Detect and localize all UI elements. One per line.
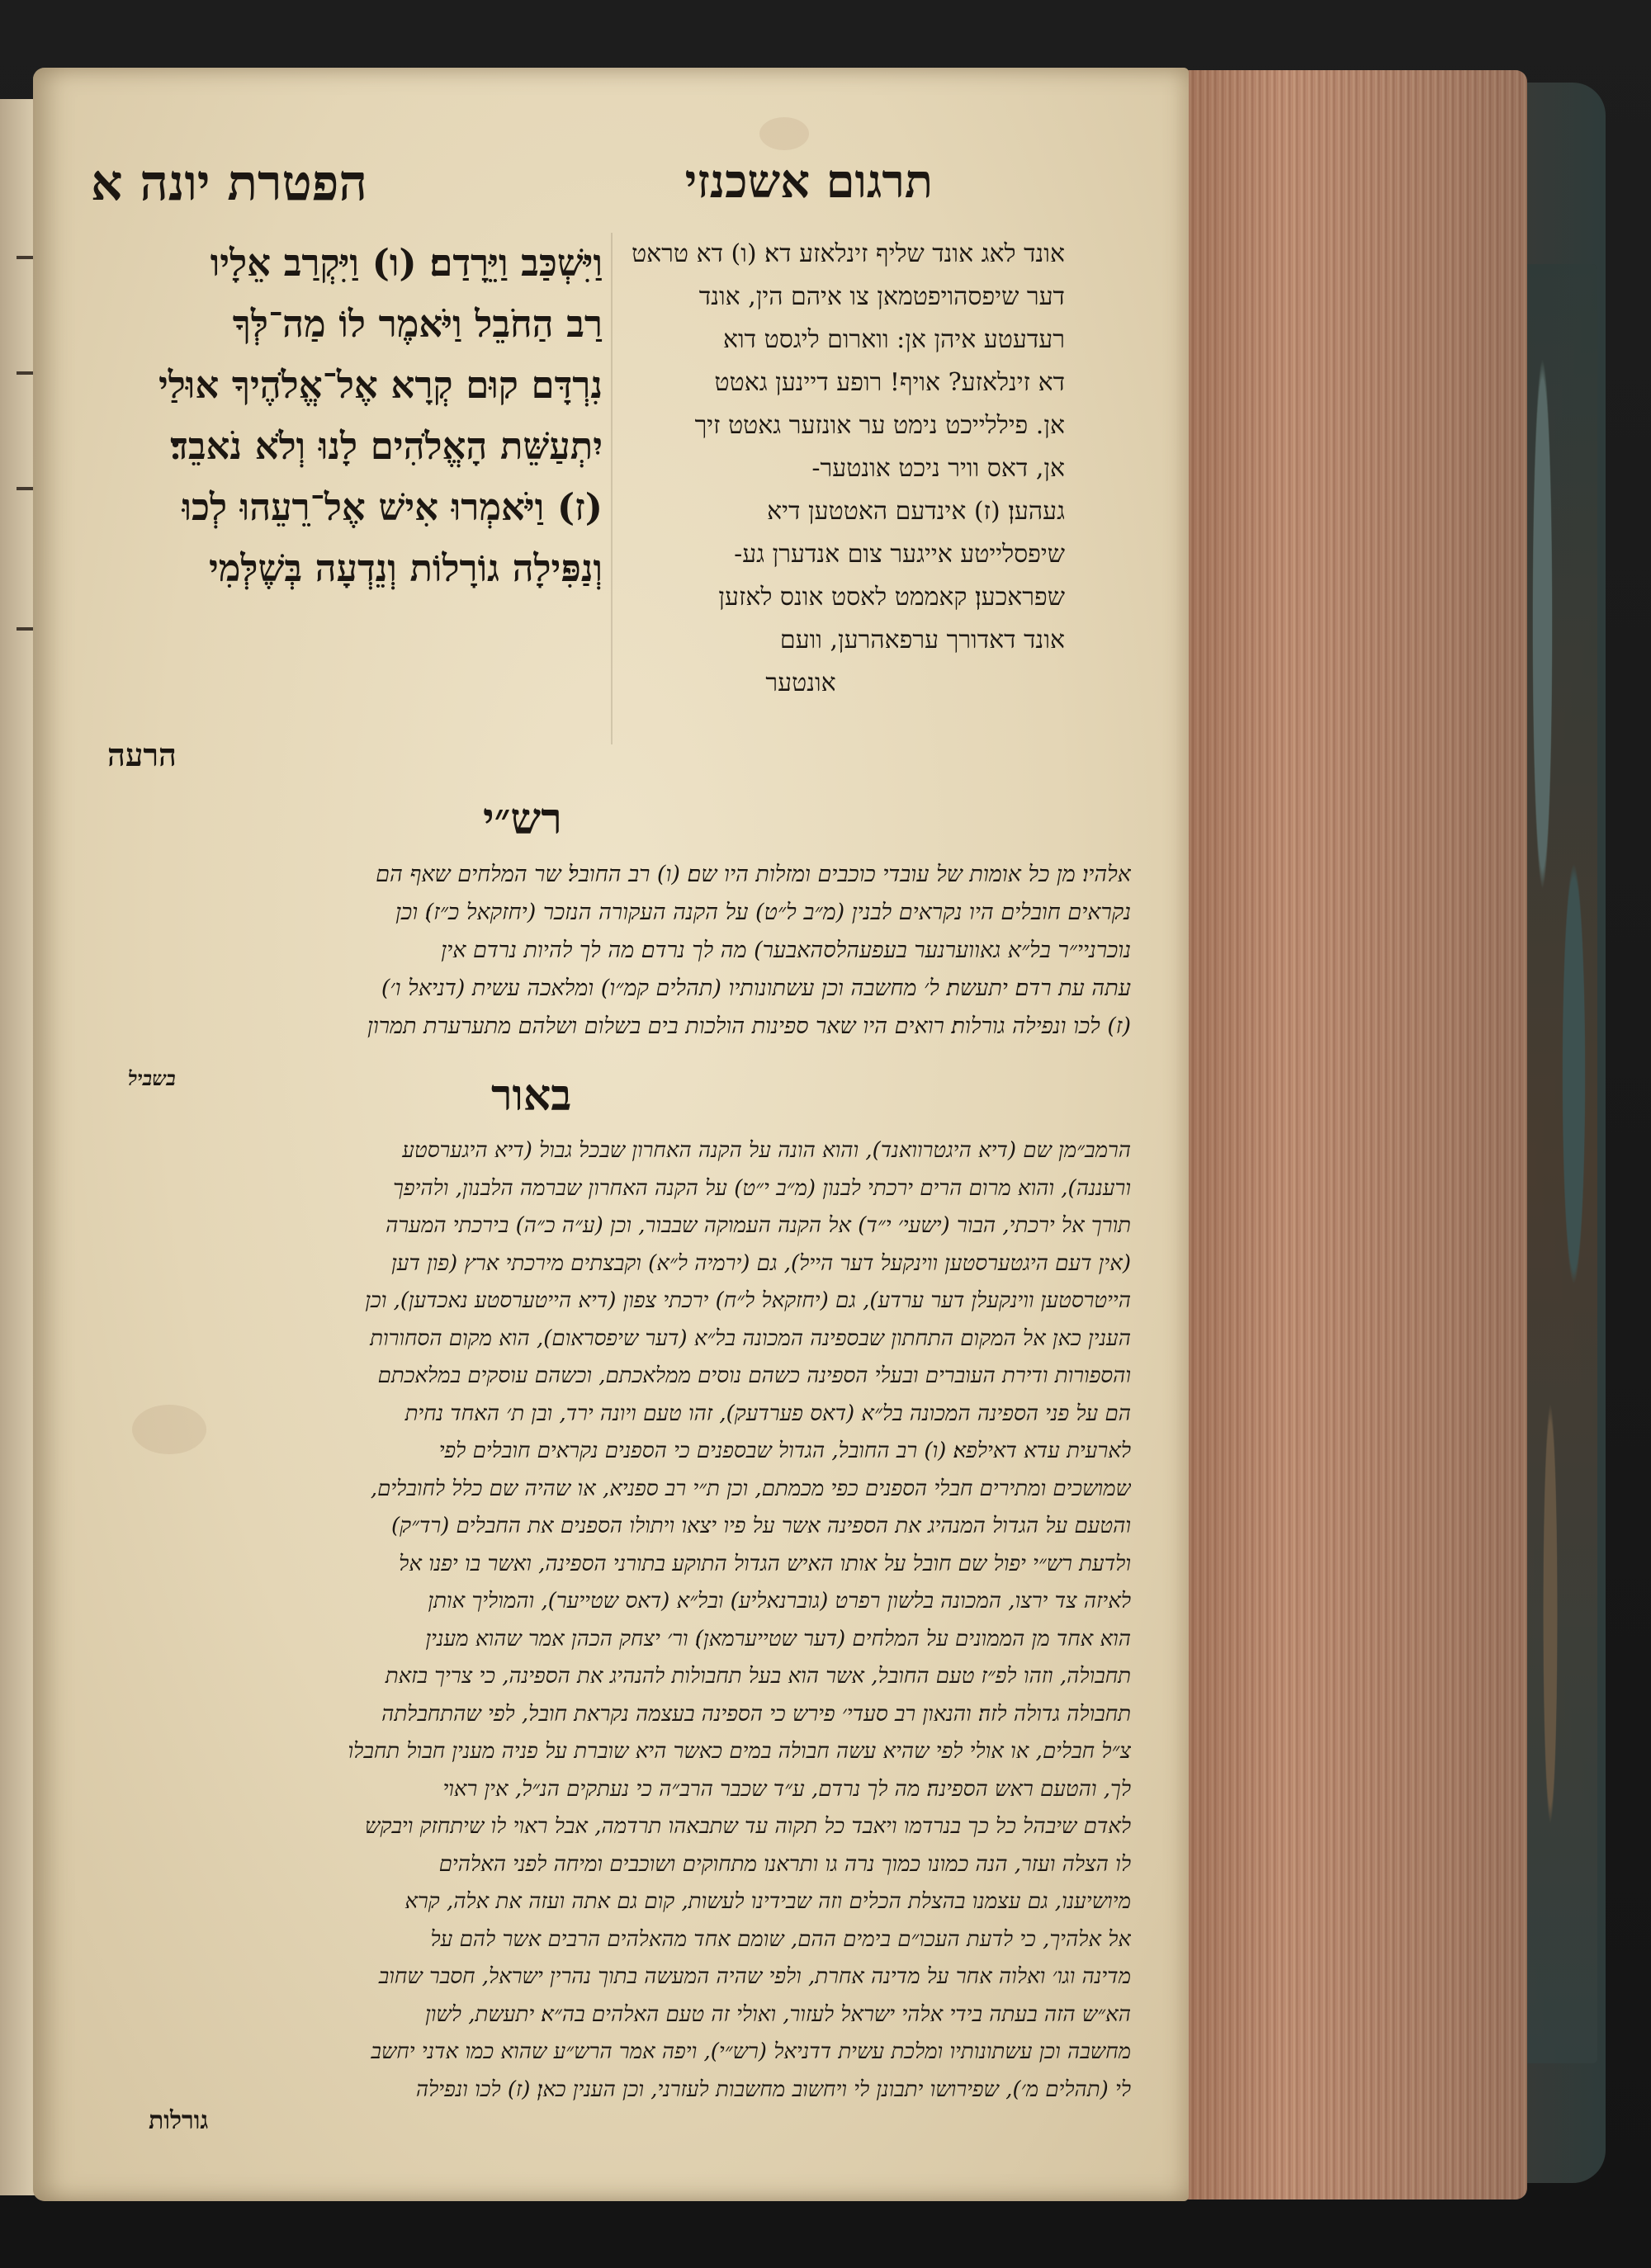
translation-catchword: אונטער: [765, 669, 836, 697]
running-head-haftara: הפטרת יונה א: [91, 154, 367, 212]
biur-line: מיושיענו, גם עצמנו בהצלת הכלים וזה שבידינו לעשות, קום גם אתה ועזה את אלה, קרא: [404, 1889, 1131, 1914]
rashi-line: אלהיו׃ מן כל אומות של עובדי כוכבים ומזלות היו שם׃ (ו) רב החובל׃ שר המלחים שאף הם: [376, 862, 1131, 887]
rashi-catchword: בשביל: [128, 1066, 176, 1090]
translation-line: געהען׃ (ז) אינדעם האטטען דיא: [767, 497, 1065, 526]
biur-line: מחשבה וכן עשתונותיו ומלכת עשית דדניאל (רש״י), ויפה אמר הרש״ע שהוא כמו אדני יחשב: [371, 2039, 1131, 2064]
page-catchword: גורלות: [149, 2106, 209, 2135]
biur-line: הייטרסטען ווינקעלן דער ערדע), גם (יחזקאל ל״ח) ירכתי צפון (דיא הייטערסטע נאכדען), וכן: [365, 1288, 1131, 1313]
translation-line: דא זינלאזע? אויף! רופע דיינען גאטט: [714, 368, 1065, 397]
biur-commentary: [66, 1132, 1131, 2109]
book-page: [33, 68, 1189, 2201]
biur-line: לי (תהלים מ׳), שפירושו יתבונן לי ויחשוב מחשבות לעזרני, וכן הענין כאן׃ (ז) לכו ונפילה: [415, 2077, 1131, 2102]
translation-line: רעדעטע איהן אן: ווארום ליגסט דוא: [722, 325, 1065, 354]
rashi-line: נקראים חובלים היו נקראים לבנין (מ״ב ל״ט) על הקנה העקורה הנזכר (יחזקאל כ״ז)׃ וכן: [395, 900, 1131, 925]
biur-line: הענין כאן אל המקום התחתון שבספינה המכונה בל״א (דער שיפסראום), הוא מקום הסחורות: [370, 1325, 1131, 1351]
biur-line: אל אלהיך, כי לדעת העכו״ם בימים ההם, שומם אחד מהאלהים הרבים אשר להם על: [430, 1926, 1131, 1952]
biur-line: ורעננה), והוא מרום הרים ירכתי לבנון (מ״ב י״ט) על הקנה האחרון שברמה הלבנון, ולהיפך: [393, 1175, 1131, 1201]
german-translation-column: [537, 233, 1065, 705]
rashi-heading: רש״י: [483, 794, 562, 844]
biur-line: צ״ל חבלים, או אולי לפי שהיא עשה חבולה במים כאשר היא שוברת על פניה מענין חבול תחבלו: [348, 1739, 1131, 1764]
hebrew-text-column: [58, 233, 603, 599]
biur-line: שמושכים ומתירים חבלי הספנים כפי מכמתם, וכן ת״י רב ספניא, או שהיה שם כלל לחובלים,: [370, 1476, 1131, 1501]
translation-line: שפראכען׃ קאממט לאסט אונס לאזען: [718, 583, 1065, 612]
biur-line: הם על פני הספינה המכונה בל״א (דאס פערדעק), זהו טעם ויונה ירד, ובן ת׳ האחד נחית: [404, 1401, 1131, 1426]
translation-line: אונד דאדורך ערפאהרען, וועם: [779, 626, 1065, 654]
biur-line: תורך אל ירכתי, הבור (ישעי׳ י״ד) אל הקנה העמוקה שבבור, וכן (ע״ה כ״ה) בירכתי המערה: [386, 1213, 1131, 1238]
biur-line: מדינה וגו׳ ואלוה אחר על מדינה אחרת, ולפי שהיה המעשה בתוך נהרין ישראל, חסבר שחוב: [378, 1964, 1131, 1989]
biur-line: הוא אחד מן הממונים על המלחים (דער שטייערמאן)׃ ור׳ יצחק הכהן אמר שהוא מענין: [425, 1626, 1131, 1651]
rashi-line: עתה עת רדם׃ יתעשת׃ ל׳ מחשבה וכן עשתונותיו (תהלים קמ״ו) ומלאכה עשית (דניאל ו׳): [381, 976, 1131, 1001]
biur-line: הרמב״מן שם (דיא היגטרוואנד), והוא הונה על הקנה האחרון שבכל גבול (דיא היגערסטע: [402, 1138, 1131, 1163]
biur-line: לארעית עדא דאילפא׃ (ו) רב החובל, הגדול שבספנים כי הספנים נקראים חובלים לפי: [438, 1439, 1131, 1463]
biur-line: והספורות ודירת העוברים ובעלי הספינה כשהם נוסים ממלאכתם, וכשהם עוסקים במלאכתם: [377, 1363, 1131, 1388]
biur-line: לו הצלה ועזר, הנה כמונו כמוך נרה גו ותראנו מתחוקים ושוכבים ומיחה לפני האלהים: [438, 1851, 1131, 1877]
biur-line: (אין דעם היגטערסטען ווינקעל דער הייל), גם (ירמיה ל״א) וקבצתים מירכתי ארץ (פון דען: [391, 1250, 1131, 1276]
running-head-targum: תרגום אשכנזי: [684, 154, 933, 209]
biur-line: תחבולה, וזהו לפ״ז טעם החובל, אשר הוא בעל תחבולות להנהיג את הספינה, כי צריך בזאת: [385, 1664, 1131, 1689]
hebrew-line: נִרְדָּם קוּם קְרָא אֶל־אֱלֹהֶיךָ אוּלַי: [158, 363, 603, 407]
biur-heading: באור: [491, 1070, 572, 1121]
translation-line: אן, דאס וויר ניכט אונטער-: [811, 454, 1065, 483]
biur-line: לאדם שיבהל כל כך בנרדמו ויאבד כל תקוה עד שתבאהו תרדמה, אבל ראוי לו שיתחזק ויבקש: [365, 1814, 1131, 1839]
biur-line: לאיזה צד ירצו, המכונה בלשון רפרט (גוברנאליע) ובל״א (דאס שטייער), והמוליך אותן: [428, 1589, 1131, 1614]
hebrew-line: יִתְעַשֵּׁת הָאֱלֹהִים לָנוּ וְלֹא נֹאבֵד׃: [170, 424, 603, 468]
hebrew-catchword: הרעה: [107, 736, 177, 773]
paper-stain: [759, 117, 809, 150]
marbled-board: [1519, 264, 1597, 2063]
fore-edge-shading: [1180, 70, 1527, 2199]
rashi-line: נוכרניי״ר בל״א גאווערנער בעפעהלסהאבער) מה לך נרדם׃ מה לך להיות נרדם אין: [441, 938, 1131, 963]
biur-line: ולדעת רש״י יפול שם חובל על אותו האיש הגדול התוקע בתורני הספינה, ואשר בו יפנו אל: [399, 1551, 1131, 1576]
translation-line: אונד לאג אונד שליף זינלאזע דא׃ (ו) דא טראט: [632, 239, 1065, 268]
translation-line: אן. פיללייכט נימט ער אונזער גאטט זיך: [694, 411, 1065, 440]
biur-line: הא״ש הזה בעתה בידי אלהי ישראל לעזור, ואולי זה טעם האלהים בה״א׃ יתעשת, לשון: [425, 2001, 1131, 2027]
hebrew-line: (ז) וַיֹּאמְרוּ אִישׁ אֶל־רֵעֵהוּ לְכוּ: [182, 485, 603, 529]
hebrew-line: רַב הַחֹבֵל וַיֹּאמֶר לוֹ מַה־לְּךָ: [232, 302, 603, 346]
hebrew-line: וְנַפִּילָה גוֹרָלוֹת וְנֵדְעָה בְּשֶׁלְּמִי: [208, 546, 603, 590]
biur-line: והטעם על הגדול המנהיג את הספינה אשר על פיו יצאו ויתולו הספנים את החבלים (רד״ק): [391, 1514, 1131, 1538]
rashi-line: (ז) לכו ונפילה גורלות׃ רואים היו שאר ספינות הולכות בים בשלום ושלהם מתערערת תמרון: [367, 1014, 1131, 1039]
biur-line: תחבולה גדולה לזה׃ והנאון רב סעדי׳ פירש כי הספינה בעצמה נקראת חובל, לפי שהתחבלתה: [381, 1701, 1131, 1727]
biur-line: לך, והטעם ראש הספינה׃ מה לך נרדם, ע״ד שכבר הרב״ה כי נעתקים הנ״ל, אין ראוי: [442, 1776, 1131, 1802]
translation-line: דער שיפסהויפטמאן צו איהם הין, אונד: [698, 282, 1065, 311]
hebrew-line: וַיִּשְׁכַּב וַיֵּרָדַם׃ (ו) וַיִּקְרַב אֵלָיו: [210, 241, 603, 285]
rashi-commentary: [66, 856, 1131, 1046]
translation-line: שיפסלייטע אייגער צום אנדערן גע-: [734, 540, 1065, 569]
column-divider: [611, 233, 613, 744]
